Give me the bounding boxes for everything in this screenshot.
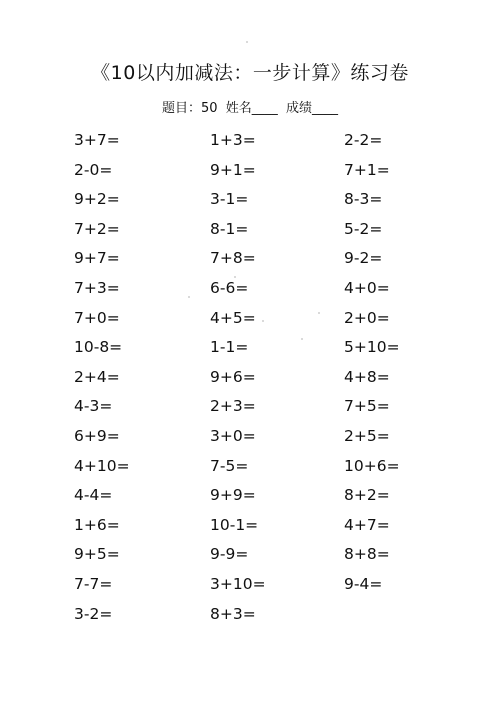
problem-item: 8-1= — [210, 219, 249, 238]
problem-item: 9+1= — [210, 160, 256, 179]
problem-item: 9-9= — [210, 545, 249, 564]
problem-item: 9+9= — [210, 486, 256, 505]
problem-item: 2-0= — [74, 160, 113, 179]
scan-speck — [246, 41, 248, 43]
problem-item: 4+5= — [210, 308, 256, 327]
problem-item: 4-4= — [74, 486, 113, 505]
problem-item: 5-2= — [344, 219, 383, 238]
problem-item: 2+5= — [344, 426, 390, 445]
problem-item: 2-2= — [344, 131, 383, 149]
scan-speck — [188, 296, 190, 298]
problem-item: 10+6= — [344, 456, 400, 475]
problem-item: 9+6= — [210, 367, 256, 386]
problem-item: 4+8= — [344, 367, 390, 386]
problem-item: 10-8= — [74, 338, 123, 357]
problem-grid — [0, 126, 500, 636]
problem-item: 2+3= — [210, 397, 256, 416]
problem-item: 1+6= — [74, 515, 120, 534]
problem-item: 8+8= — [344, 545, 390, 564]
problem-item: 9+2= — [74, 190, 120, 209]
problem-item: 5+10= — [344, 338, 400, 357]
problem-item: 7+8= — [210, 249, 256, 268]
worksheet-title: 《10以内加减法：一步计算》练习卷 — [91, 62, 409, 84]
problem-item: 1-1= — [210, 338, 249, 357]
problem-item: 7+3= — [74, 278, 120, 297]
problem-item: 3+10= — [210, 574, 266, 593]
scan-speck — [318, 312, 320, 314]
problem-item: 3+7= — [74, 131, 120, 149]
scan-speck — [262, 320, 264, 322]
problem-item: 2+4= — [74, 367, 120, 386]
problem-item: 7+0= — [74, 308, 120, 327]
problem-item: 4+7= — [344, 515, 390, 534]
problem-item: 6+9= — [74, 426, 120, 445]
problem-item: 7+2= — [74, 219, 120, 238]
problem-item: 9+5= — [74, 545, 120, 564]
problem-item: 7+1= — [344, 160, 390, 179]
problem-item: 8-3= — [344, 190, 383, 209]
problem-item: 4+10= — [74, 456, 130, 475]
scan-speck — [301, 338, 303, 340]
problem-item: 8+2= — [344, 486, 390, 505]
problem-item: 3+0= — [210, 426, 256, 445]
problem-item: 4+0= — [344, 278, 390, 297]
problem-item: 8+3= — [210, 604, 256, 623]
problem-item: 6-6= — [210, 278, 249, 297]
problem-item: 7-7= — [74, 574, 113, 593]
problem-item: 9+7= — [74, 249, 120, 268]
worksheet-meta-line: 题目：50 姓名____ 成绩____ — [161, 101, 339, 116]
problem-item: 9-2= — [344, 249, 383, 268]
problem-column-2 — [210, 126, 266, 629]
problem-item: 3-1= — [210, 190, 249, 209]
scan-speck — [234, 276, 236, 278]
problem-item: 2+0= — [344, 308, 390, 327]
problem-item: 7+5= — [344, 397, 390, 416]
problem-item: 3-2= — [74, 604, 113, 623]
problem-item: 4-3= — [74, 397, 113, 416]
problem-item: 9-4= — [344, 574, 383, 593]
problem-column-3 — [344, 126, 400, 600]
problem-column-1 — [74, 126, 130, 629]
problem-item: 7-5= — [210, 456, 249, 475]
problem-item: 10-1= — [210, 515, 259, 534]
problem-item: 1+3= — [210, 131, 256, 149]
